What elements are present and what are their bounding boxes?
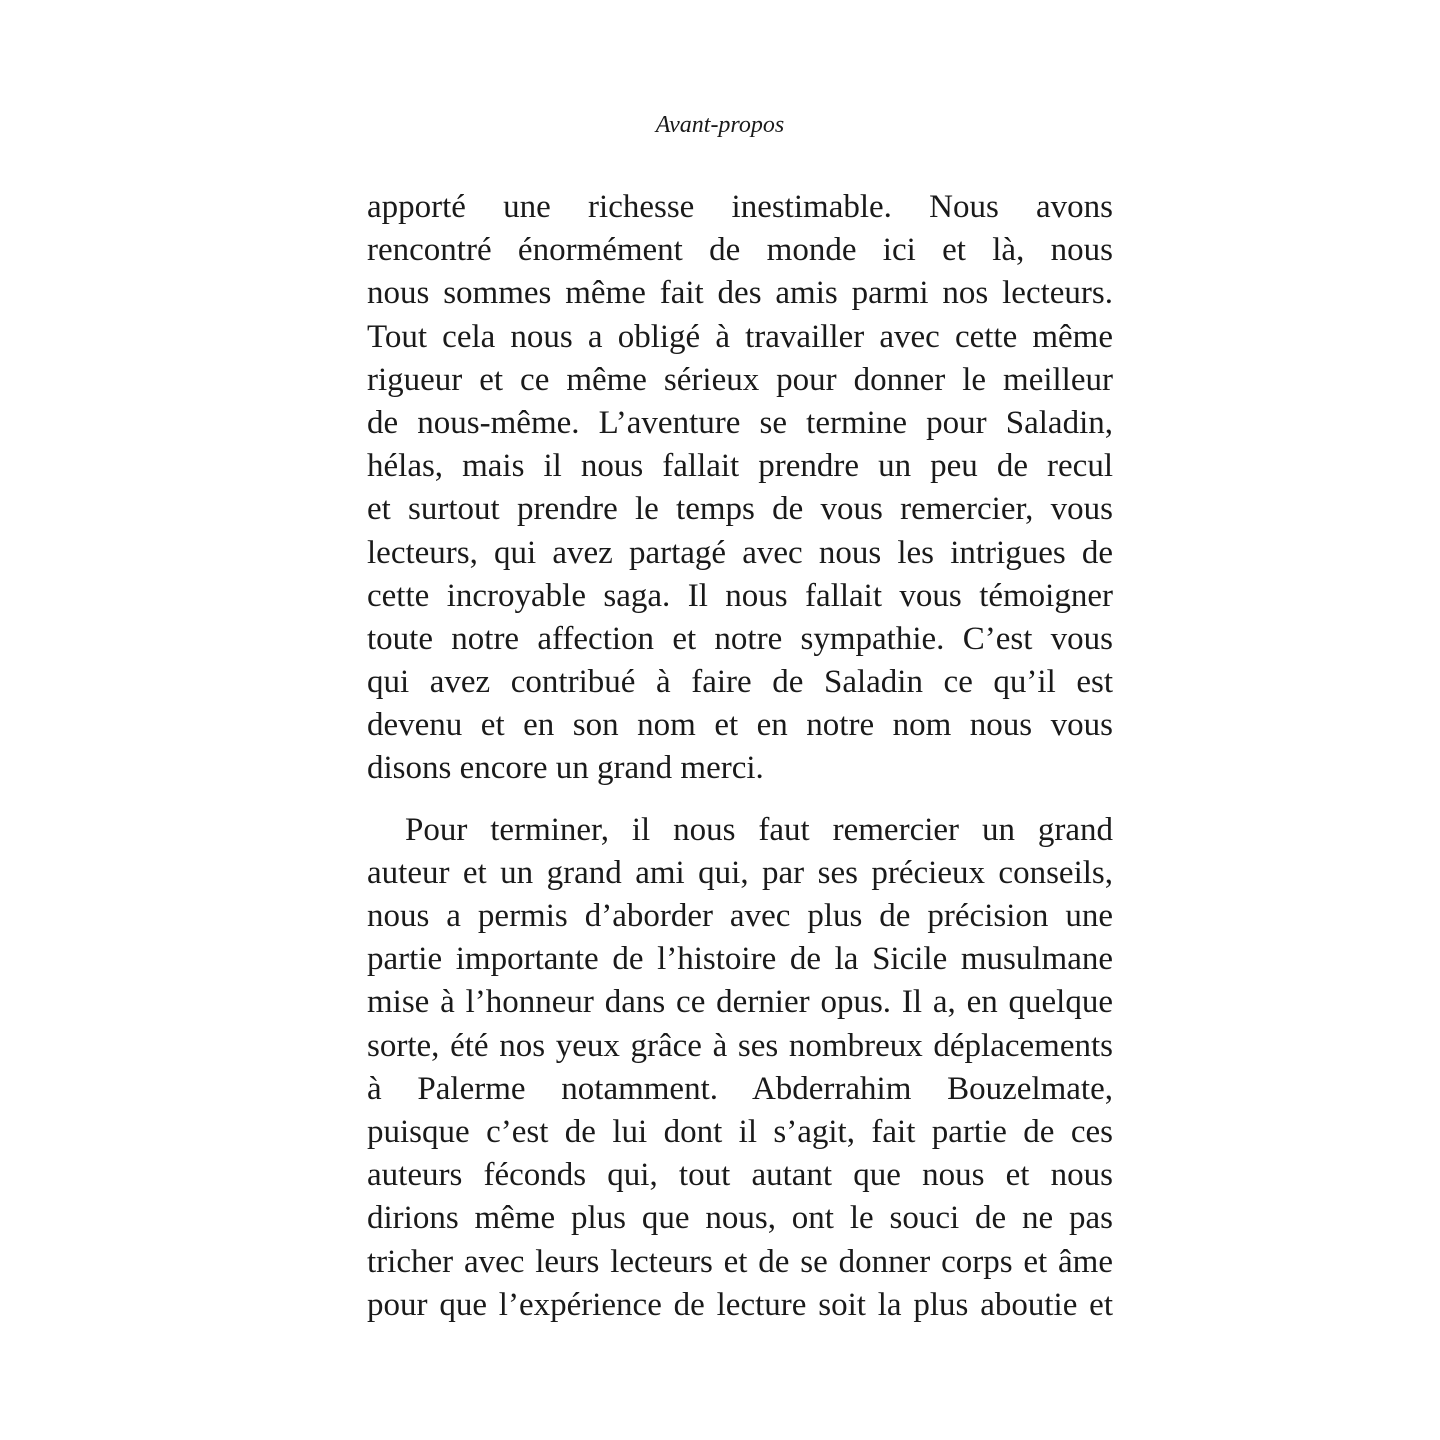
paragraph-spacer	[367, 791, 1113, 809]
text-line: dirions même plus que nous, ont le souci de ne pas	[367, 1200, 1113, 1237]
text-line: nous a permis d’aborder avec plus de précision une	[367, 898, 1113, 934]
text-line: puisque c’est de lui dont il s’agit, fait partie de ces	[367, 1113, 1113, 1150]
text-line: toute notre affection et notre sympathie. C’est vous	[367, 620, 1113, 657]
text-line: nous sommes même fait des amis parmi nos lecteurs.	[367, 275, 1113, 312]
text-line: Tout cela nous a obligé à travailler avec cette même	[367, 318, 1113, 355]
body-text	[367, 186, 1113, 1327]
text-line: sorte, été nos yeux grâce à ses nombreux déplacements	[367, 1027, 1113, 1064]
running-head: Avant-propos	[655, 112, 785, 138]
text-line: cette incroyable saga. Il nous fallait vous témoigner	[367, 577, 1113, 614]
paragraph-1	[367, 186, 1113, 791]
paragraph-2	[367, 809, 1113, 1327]
text-line: Pour terminer, il nous faut remercier un grand	[405, 811, 1113, 848]
text-line: devenu et en son nom et en notre nom nous vous	[367, 707, 1113, 744]
text-line: hélas, mais il nous fallait prendre un peu de recul	[367, 448, 1113, 485]
text-line: et surtout prendre le temps de vous remercier, vous	[367, 491, 1113, 528]
text-line: auteurs féconds qui, tout autant que nous et nous	[367, 1157, 1113, 1194]
text-line: pour que l’expérience de lecture soit la plus aboutie et	[367, 1286, 1113, 1323]
text-line: de nous-même. L’aventure se termine pour Saladin,	[367, 404, 1113, 441]
text-line: à Palerme notamment. Abderrahim Bouzelmate,	[367, 1070, 1113, 1107]
text-line: rigueur et ce même sérieux pour donner le meilleur	[367, 361, 1113, 398]
text-line: rencontré énormément de monde ici et là, nous	[367, 232, 1113, 269]
text-line: auteur et un grand ami qui, par ses précieux conseils,	[367, 854, 1113, 891]
text-line: lecteurs, qui avez partagé avec nous les intrigues de	[367, 534, 1113, 571]
text-line: disons encore un grand merci.	[367, 750, 764, 787]
text-line: tricher avec leurs lecteurs et de se donner corps et âme	[367, 1243, 1113, 1280]
text-line: qui avez contribué à faire de Saladin ce qu’il est	[367, 664, 1113, 701]
text-line: mise à l’honneur dans ce dernier opus. Il a, en quelque	[367, 984, 1113, 1021]
text-line: apporté une richesse inestimable. Nous avons	[367, 189, 1113, 225]
text-line: partie importante de l’histoire de la Sicile musulmane	[367, 941, 1113, 978]
